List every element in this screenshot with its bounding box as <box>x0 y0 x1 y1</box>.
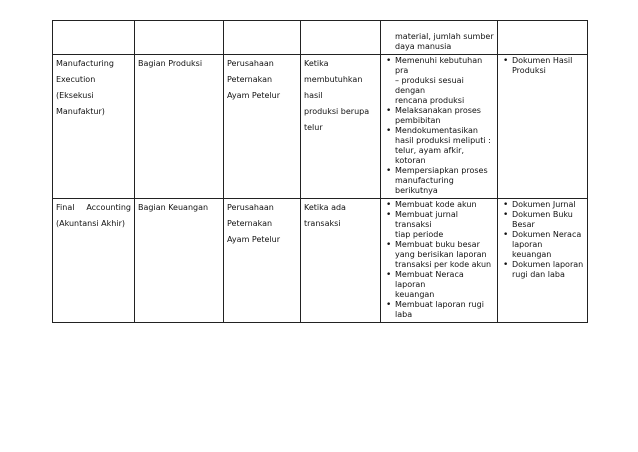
list-item: • Membuat jurnal transaksi tiap periode <box>395 210 494 240</box>
list-item: • Dokumen Buku Besar <box>512 210 584 230</box>
list-item: • Membuat laporan rugi laba <box>395 300 494 320</box>
documents-list <box>501 200 584 280</box>
organization-line: Perusahaan <box>227 59 274 68</box>
list-item: • Membuat buku besar yang berisikan laporan transaksi per kode akun <box>395 240 494 270</box>
cell-process <box>53 21 135 55</box>
cell-process <box>53 55 135 199</box>
trigger-line: telur <box>304 123 323 132</box>
cell-unit <box>135 55 224 199</box>
actions-list <box>384 200 494 320</box>
trigger-line: transaksi <box>304 219 341 228</box>
list-item: • Melaksanakan proses pembibitan <box>395 106 494 126</box>
unit-label: Bagian Produksi <box>138 59 203 68</box>
process-line: Final Accounting <box>56 203 131 212</box>
trigger-line: produksi berupa <box>304 107 370 116</box>
cell-documents <box>498 199 588 323</box>
table-row-manufacturing <box>53 55 588 199</box>
organization-line: Perusahaan <box>227 203 274 212</box>
organization-line: Ayam Petelur <box>227 91 281 100</box>
cell-actions <box>381 55 498 199</box>
cell-documents <box>498 21 588 55</box>
cell-organization <box>224 21 301 55</box>
trigger-line: membutuhkan hasil <box>304 75 363 100</box>
list-item: • Memenuhi kebutuhan pra – produksi sesuai dengan rencana produksi <box>395 56 494 106</box>
cell-actions <box>381 21 498 55</box>
trigger-line: Ketika ada <box>304 203 346 212</box>
list-item: • Membuat Neraca laporan keuangan <box>395 270 494 300</box>
cell-actions <box>381 199 498 323</box>
unit-label: Bagian Keuangan <box>138 203 209 212</box>
list-item-continued: material, jumlah sumber <box>395 32 494 41</box>
cell-organization <box>224 55 301 199</box>
cell-trigger <box>301 21 381 55</box>
organization-line: Peternakan <box>227 75 273 84</box>
list-item: • Dokumen Jurnal <box>512 200 584 210</box>
list-item: • Dokumen Neraca laporan keuangan <box>512 230 584 260</box>
list-item: • Mendokumentasikan hasil produksi meliputi : telur, ayam afkir, kotoran <box>395 126 494 166</box>
list-item: • Membuat kode akun <box>395 200 494 210</box>
trigger-line: Ketika <box>304 59 329 68</box>
organization-line: Peternakan <box>227 219 273 228</box>
cell-unit <box>135 199 224 323</box>
organization-line: Ayam Petelur <box>227 235 281 244</box>
cell-documents <box>498 55 588 199</box>
cell-organization <box>224 199 301 323</box>
list-item: • Dokumen Hasil Produksi <box>512 56 584 76</box>
table-row-continuation <box>53 21 588 55</box>
documents-list <box>501 56 584 76</box>
process-table <box>52 20 588 323</box>
actions-list <box>384 56 494 196</box>
process-line: Manufacturing <box>56 59 114 68</box>
process-line: (Akuntansi Akhir) <box>56 219 125 228</box>
cell-process <box>53 199 135 323</box>
process-line: Manufaktur) <box>56 107 105 116</box>
list-item: • Dokumen laporan rugi dan laba <box>512 260 584 280</box>
cell-trigger <box>301 199 381 323</box>
list-item-continued: daya manusia <box>395 42 452 51</box>
process-line: Execution (Eksekusi <box>56 75 96 100</box>
table-row-accounting <box>53 199 588 323</box>
cell-trigger <box>301 55 381 199</box>
cell-unit <box>135 21 224 55</box>
list-item: • Mempersiapkan proses manufacturing berikutnya <box>395 166 494 196</box>
